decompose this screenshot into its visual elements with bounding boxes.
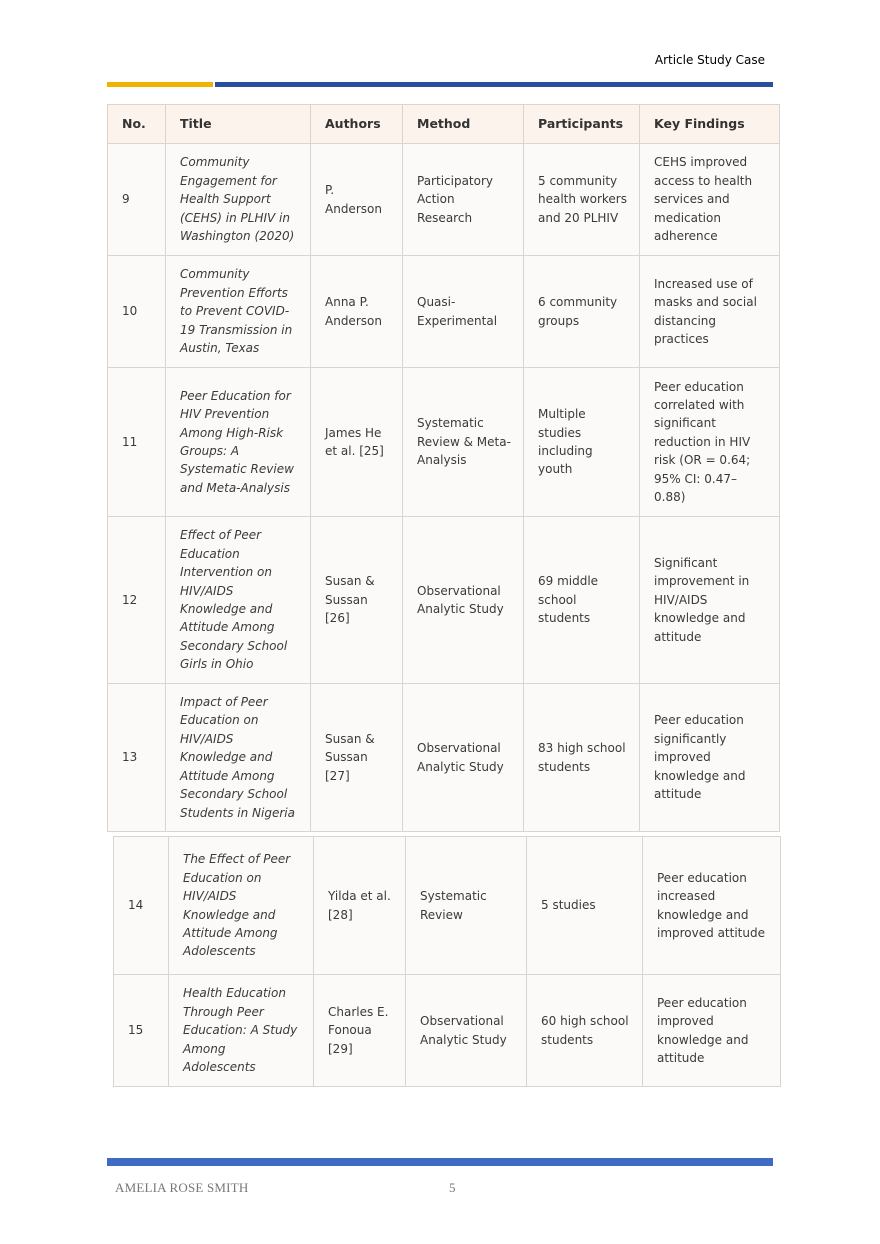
cell-no: 11 [108,368,166,517]
study-table [107,104,780,832]
footer-author-name: AMELIA ROSE SMITH [115,1180,249,1195]
cell-title: Impact of Peer Education on HIV/AIDS Knowledge and Attitude Among Secondary School Students in Nigeria [166,684,311,832]
cell-method: Observational Analytic Study [406,975,527,1087]
column-header-participants: Participants [524,105,640,144]
table-row [114,837,781,975]
cell-participants: 69 middle school students [524,517,640,684]
table-row [108,256,780,368]
cell-key-findings: Peer education increased knowledge and improved attitude [643,837,781,975]
cell-authors: Susan & Sussan [27] [311,684,403,832]
cell-key-findings: Peer education correlated with significant reduction in HIV risk (OR = 0.64; 95% CI: 0.47–0.88) [640,368,780,517]
cell-no: 12 [108,517,166,684]
cell-authors: James He et al. [25] [311,368,403,517]
cell-title: Community Prevention Efforts to Prevent COVID-19 Transmission in Austin, Texas [166,256,311,368]
cell-participants: 6 community groups [524,256,640,368]
column-header-no: No. [108,105,166,144]
cell-authors: Anna P. Anderson [311,256,403,368]
cell-title: Health Education Through Peer Education: A Study Among Adolescents [169,975,314,1087]
header-rule-gold-segment [107,82,213,87]
page-number: 5 [449,1180,456,1195]
cell-participants: 5 community health workers and 20 PLHIV [524,144,640,256]
cell-key-findings: Peer education improved knowledge and attitude [643,975,781,1087]
study-table-continuation [113,836,781,1087]
header-rule [107,82,773,87]
cell-participants: Multiple studies including youth [524,368,640,517]
column-header-title: Title [166,105,311,144]
table-row [108,144,780,256]
table-row [108,684,780,832]
column-header-authors: Authors [311,105,403,144]
cell-key-findings: Peer education significantly improved knowledge and attitude [640,684,780,832]
cell-participants: 5 studies [527,837,643,975]
table-row [108,517,780,684]
cell-no: 13 [108,684,166,832]
header-rule-blue-segment [215,82,773,87]
cell-authors: Susan & Sussan [26] [311,517,403,684]
cell-method: Systematic Review [406,837,527,975]
cell-key-findings: Increased use of masks and social distancing practices [640,256,780,368]
cell-key-findings: Significant improvement in HIV/AIDS knowledge and attitude [640,517,780,684]
running-header-title: Article Study Case [654,53,765,67]
cell-participants: 83 high school students [524,684,640,832]
cell-title: Effect of Peer Education Intervention on HIV/AIDS Knowledge and Attitude Among Secondary School Girls in Ohio [166,517,311,684]
cell-key-findings: CEHS improved access to health services and medication adherence [640,144,780,256]
cell-authors: P. Anderson [311,144,403,256]
cell-method: Observational Analytic Study [403,684,524,832]
table-header-row [108,105,780,144]
cell-method: Observational Analytic Study [403,517,524,684]
cell-authors: Yilda et al. [28] [314,837,406,975]
cell-title: The Effect of Peer Education on HIV/AIDS Knowledge and Attitude Among Adolescents [169,837,314,975]
column-header-key-findings: Key Findings [640,105,780,144]
table-row [114,975,781,1087]
column-header-method: Method [403,105,524,144]
cell-no: 14 [114,837,169,975]
cell-no: 9 [108,144,166,256]
table-row [108,368,780,517]
cell-title: Community Engagement for Health Support (CEHS) in PLHIV in Washington (2020) [166,144,311,256]
cell-no: 15 [114,975,169,1087]
cell-method: Participatory Action Research [403,144,524,256]
cell-participants: 60 high school students [527,975,643,1087]
cell-method: Systematic Review & Meta-Analysis [403,368,524,517]
cell-no: 10 [108,256,166,368]
cell-title: Peer Education for HIV Prevention Among High-Risk Groups: A Systematic Review and Meta-Analysis [166,368,311,517]
cell-authors: Charles E. Fonoua [29] [314,975,406,1087]
cell-method: Quasi-Experimental [403,256,524,368]
footer-rule [107,1158,773,1166]
